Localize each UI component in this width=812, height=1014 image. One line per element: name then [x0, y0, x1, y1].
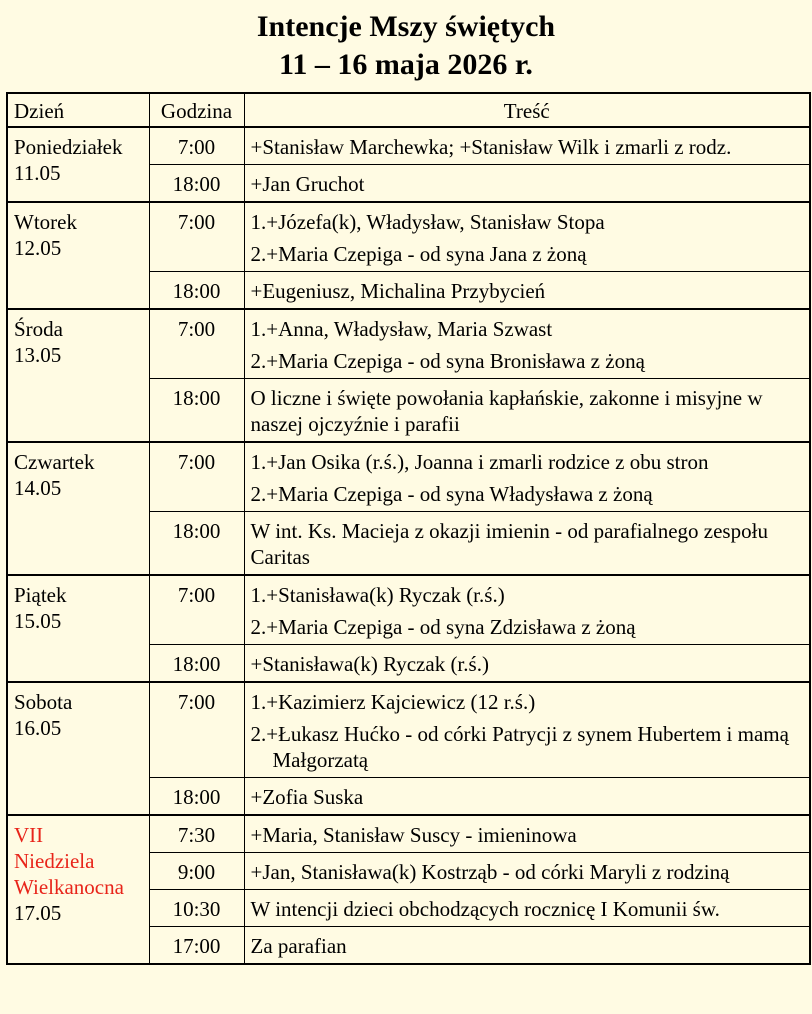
page-title: [0, 0, 812, 80]
table-body: [7, 127, 810, 964]
intention-line: +Jan, Stanisława(k) Kostrząb - od córki Maryli z rodziną: [250, 860, 730, 884]
mass-intention: [244, 853, 810, 890]
intention-line: +Zofia Suska: [250, 785, 364, 809]
mass-time: 18:00: [149, 512, 244, 576]
day-cell: [7, 309, 149, 442]
day-name: Wtorek: [14, 210, 77, 234]
day-cell: [7, 575, 149, 682]
table-row: [7, 202, 810, 272]
day-date: 12.05: [14, 236, 62, 260]
mass-intention: [244, 778, 810, 816]
intention-line: 2.+Maria Czepiga - od syna Jana z żoną: [250, 242, 587, 266]
mass-intention: [244, 442, 810, 512]
intention-line: W int. Ks. Macieja z okazji imienin - od parafialnego zespołu Caritas: [250, 519, 768, 569]
mass-time: 7:00: [149, 127, 244, 165]
header-content: Treść: [244, 93, 810, 127]
table-row: [7, 575, 810, 645]
intention-line: 1.+Kazimierz Kajciewicz (12 r.ś.): [250, 690, 536, 714]
mass-intention: [244, 890, 810, 927]
mass-intention: [244, 682, 810, 778]
mass-intention: [244, 309, 810, 379]
day-name: Sobota: [14, 690, 73, 714]
intention-line: +Jan Gruchot: [250, 172, 365, 196]
mass-time: 7:30: [149, 815, 244, 853]
day-cell: [7, 202, 149, 309]
mass-time: 9:00: [149, 853, 244, 890]
table-row: [7, 815, 810, 853]
day-cell: [7, 682, 149, 815]
intention-line: Za parafian: [250, 934, 347, 958]
intention-line: O liczne i święte powołania kapłańskie, zakonne i misyjne w naszej ojczyźnie i parafii: [250, 386, 763, 436]
mass-time: 10:30: [149, 890, 244, 927]
day-date: 13.05: [14, 343, 62, 367]
day-name-line: Wielkanocna: [14, 875, 124, 899]
intention-line: +Stanisław Marchewka; +Stanisław Wilk i zmarli z rodz.: [250, 135, 732, 159]
intention-line: 2.+Łukasz Hućko - od córki Patrycji z synem Hubertem i mamą Małgorzatą: [250, 722, 789, 772]
mass-time: 18:00: [149, 379, 244, 443]
table-row: [7, 127, 810, 165]
intention-line: +Stanisława(k) Ryczak (r.ś.): [250, 652, 489, 676]
day-name: Środa: [14, 317, 63, 341]
day-date: 14.05: [14, 476, 62, 500]
mass-time: 7:00: [149, 202, 244, 272]
day-name-line: VII: [14, 823, 44, 847]
day-date: 17.05: [14, 901, 62, 925]
mass-intention: [244, 272, 810, 310]
table-row: [7, 682, 810, 778]
intention-line: 1.+Jan Osika (r.ś.), Joanna i zmarli rodzice z obu stron: [250, 450, 709, 474]
day-date: 11.05: [14, 161, 61, 185]
mass-time: 17:00: [149, 927, 244, 965]
intention-line: 1.+Anna, Władysław, Maria Szwast: [250, 317, 553, 341]
mass-intention: [244, 202, 810, 272]
mass-time: 18:00: [149, 272, 244, 310]
day-cell: [7, 815, 149, 964]
intention-line: 1.+Stanisława(k) Ryczak (r.ś.): [250, 583, 505, 607]
title-line-1: Intencje Mszy świętych: [256, 10, 556, 43]
mass-intention: [244, 379, 810, 443]
mass-intention: [244, 127, 810, 165]
day-name: Piątek: [14, 583, 67, 607]
mass-intention: [244, 575, 810, 645]
mass-intention: [244, 927, 810, 965]
mass-time: 18:00: [149, 645, 244, 683]
intention-line: 2.+Maria Czepiga - od syna Władysława z żoną: [250, 482, 653, 506]
intention-line: W intencji dzieci obchodzących rocznicę I Komunii św.: [250, 897, 720, 921]
day-name: Poniedziałek: [14, 135, 123, 159]
mass-time: 18:00: [149, 778, 244, 816]
mass-intention: [244, 165, 810, 203]
table-row: [7, 442, 810, 512]
title-line-2: 11 – 16 maja 2026 r.: [279, 48, 533, 81]
intention-line: 2.+Maria Czepiga - od syna Zdzisława z żoną: [250, 615, 636, 639]
header-day: Dzień: [7, 93, 149, 127]
table-row: [7, 309, 810, 379]
intention-line: +Eugeniusz, Michalina Przybycień: [250, 279, 546, 303]
mass-time: 7:00: [149, 309, 244, 379]
intention-line: 1.+Józefa(k), Władysław, Stanisław Stopa: [250, 210, 605, 234]
intentions-table: [6, 92, 811, 965]
day-cell: [7, 442, 149, 575]
mass-intention: [244, 645, 810, 683]
mass-time: 7:00: [149, 682, 244, 778]
mass-intention: [244, 815, 810, 853]
day-date: 15.05: [14, 609, 62, 633]
intention-line: 2.+Maria Czepiga - od syna Bronisława z żoną: [250, 349, 645, 373]
day-name: Czwartek: [14, 450, 95, 474]
day-cell: [7, 127, 149, 202]
day-name-line: Niedziela: [14, 849, 95, 873]
mass-intention: [244, 512, 810, 576]
mass-time: 18:00: [149, 165, 244, 203]
table-header-row: [7, 93, 810, 127]
mass-time: 7:00: [149, 575, 244, 645]
intention-line: +Maria, Stanisław Suscy - imieninowa: [250, 823, 577, 847]
header-hour: Godzina: [149, 93, 244, 127]
day-date: 16.05: [14, 716, 62, 740]
mass-time: 7:00: [149, 442, 244, 512]
